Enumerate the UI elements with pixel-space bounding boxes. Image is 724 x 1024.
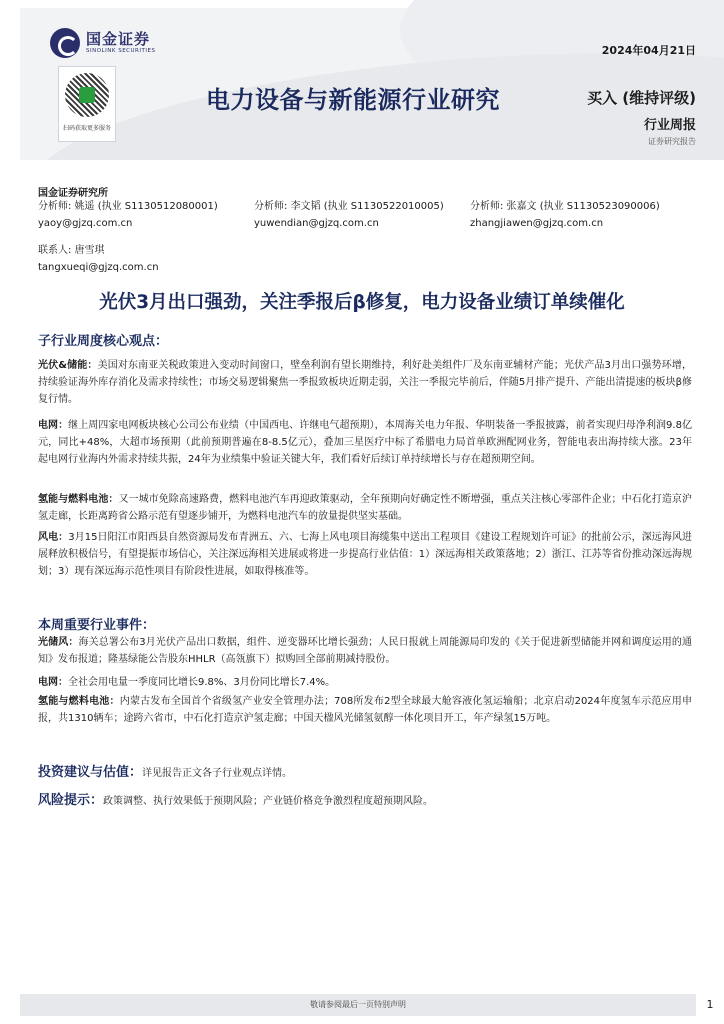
header-banner: [0, 0, 724, 160]
paragraph-event-hydrogen: [38, 693, 692, 727]
section-title-risk: 风险提示：: [38, 793, 104, 808]
logo-mark-icon: [50, 28, 80, 58]
contact-email[interactable]: tangxueqi@gjzq.com.cn: [38, 262, 159, 273]
report-category: 证券研究报告: [648, 137, 696, 146]
institution-name: 国金证券研究所: [38, 188, 108, 199]
paragraph-text: 继上周四家电网板块核心公司公布业绩（中国西电、许继电气超预期），本周海关电力年报、华明装备一季报披露，前者实现归母净利润9.8亿元，同比+48%，大超市场预期（此前预期普遍在8-8.5亿元），叠加三星医疗中标了希腊电力局首单欧洲配网业务，智能电表出海持续大涨。23年起电网行业海内外需求持续共振，24年为业绩集中验证关键大年，我们看好后续订单持续增长与存在超预期空间。: [38, 420, 693, 465]
paragraph-text: 又一城市免除高速路费，燃料电池汽车再迎政策驱动，全年预期向好确定性不断增强，重点关注核心零部件企业；中石化打造京沪氢走廊，长距离跨省公路示范有望逐步铺开，为燃料电池汽车的放量提供坚实基础。: [38, 494, 692, 522]
footer-disclaimer: 敬请参阅最后一页特别声明: [310, 1000, 406, 1009]
analyst-email[interactable]: zhangjiawen@gjzq.com.cn: [470, 218, 604, 229]
rating-label: 买入 (维持评级): [587, 89, 696, 107]
report-date: 2024年04月21日: [601, 44, 696, 57]
investment-text: 详见报告正文各子行业观点详情。: [142, 768, 293, 779]
paragraph-text: 3月15日阳江市阳西县自然资源局发布青洲五、六、七海上风电项目海缆集中送出工程项目《建设工程规划许可证》的批前公示，深远海风进展释放积极信号，有望提振市场信心，关注深远海相关进展或将进一步提高行业估值：1）深远海相关政策落地；2）浙江、江苏等省份推动深远海规划；3）现有深远海示范性项目有阶段性进展，如取得核准等。: [38, 532, 692, 577]
paragraph-hydrogen: [38, 491, 692, 525]
logo-english-name: SINOLINK SECURITIES: [86, 48, 156, 54]
section-title-core-views: 子行业周度核心观点：: [38, 334, 169, 349]
qr-code[interactable]: [58, 66, 116, 142]
paragraph-label: 氢能与燃料电池：: [38, 494, 119, 505]
paragraph-label: 电网：: [38, 677, 68, 688]
paragraph-label: 风电：: [38, 532, 69, 543]
qr-caption: 扫码获取更多服务: [62, 125, 111, 132]
page-footer: [20, 994, 696, 1016]
paragraph-text: 美国对东南亚关税政策进入变动时间窗口，壁垒利润有望长期维持，利好赴美组件厂及东南亚辅材产能；光伏产品3月出口强势环增，持续验证海外库存消化及需求持续性；市场交易逻辑聚焦一季报致板块近期走弱，关注一季报完毕前后，伴随5月排产提升、产能出清提速的板块β修复行情。: [38, 360, 692, 405]
report-title: 电力设备与新能源行业研究: [206, 86, 500, 114]
contact-name: 联系人: 唐雪琪: [38, 245, 105, 256]
analyst-email[interactable]: yaoy@gjzq.com.cn: [38, 218, 133, 229]
analyst-card: [254, 198, 444, 232]
paragraph-label: 光储风：: [38, 637, 79, 648]
page-number: 1: [706, 998, 714, 1011]
paragraph-text: 全社会用电量一季度同比增长9.8%、3月份同比增长7.4%。: [68, 677, 336, 688]
paragraph-event-pv: [38, 634, 692, 668]
section-title-events: 本周重要行业事件：: [38, 618, 156, 633]
analyst-name: 分析师: 张嘉文 (执业 S1130523090006): [470, 201, 660, 212]
paragraph-wind: [38, 529, 692, 580]
qr-center-logo-icon: [79, 87, 95, 103]
paragraph-grid: [38, 417, 692, 468]
paragraph-text: 海关总署公布3月光伏产品出口数据，组件、逆变器环比增长强劲；人民日报就上周能源局印发的《关于促进新型储能并网和调度运用的通知》发布报道；隆基绿能公告股东HHLR（高瓴旗下）拟购回全部前期减持股份。: [38, 637, 692, 665]
risk-text: 政策调整、执行效果低于预期风险；产业链价格竞争激烈程度超预期风险。: [103, 796, 434, 807]
analyst-card: [38, 198, 218, 232]
logo-name: 国金证券: [86, 30, 151, 48]
paragraph-label: 氢能与燃料电池：: [38, 696, 120, 707]
analyst-name: 分析师: 李文韬 (执业 S1130522010005): [254, 201, 444, 212]
paragraph-label: 电网：: [38, 420, 69, 431]
paragraph-pv-storage: [38, 357, 692, 408]
analyst-card: [470, 198, 660, 232]
analyst-name: 分析师: 姚遥 (执业 S1130512080001): [38, 201, 218, 212]
section-title-investment: 投资建议与估值：: [38, 765, 143, 780]
risk-section: [38, 792, 433, 810]
contact-card: [38, 242, 159, 276]
company-logo: [50, 28, 155, 58]
investment-section: [38, 764, 292, 782]
paragraph-event-grid: [38, 674, 692, 691]
report-headline: 光伏3月出口强劲，关注季报后β修复，电力设备业绩订单续催化: [99, 292, 625, 313]
paragraph-label: 光伏&储能：: [38, 360, 98, 371]
analyst-email[interactable]: yuwendian@gjzq.com.cn: [254, 218, 379, 229]
paragraph-text: 内蒙古发布全国首个省级氢产业安全管理办法；708所发布2型全球最大舱容液化氢运输船；北京启动2024年度氢车示范应用申报，共1310辆车；途跨六省市，中石化打造京沪氢走廊；中国天楹风光储氢氨醇一体化项目开工，年产绿氢15万吨。: [38, 696, 692, 724]
report-type: 行业周报: [643, 118, 696, 133]
